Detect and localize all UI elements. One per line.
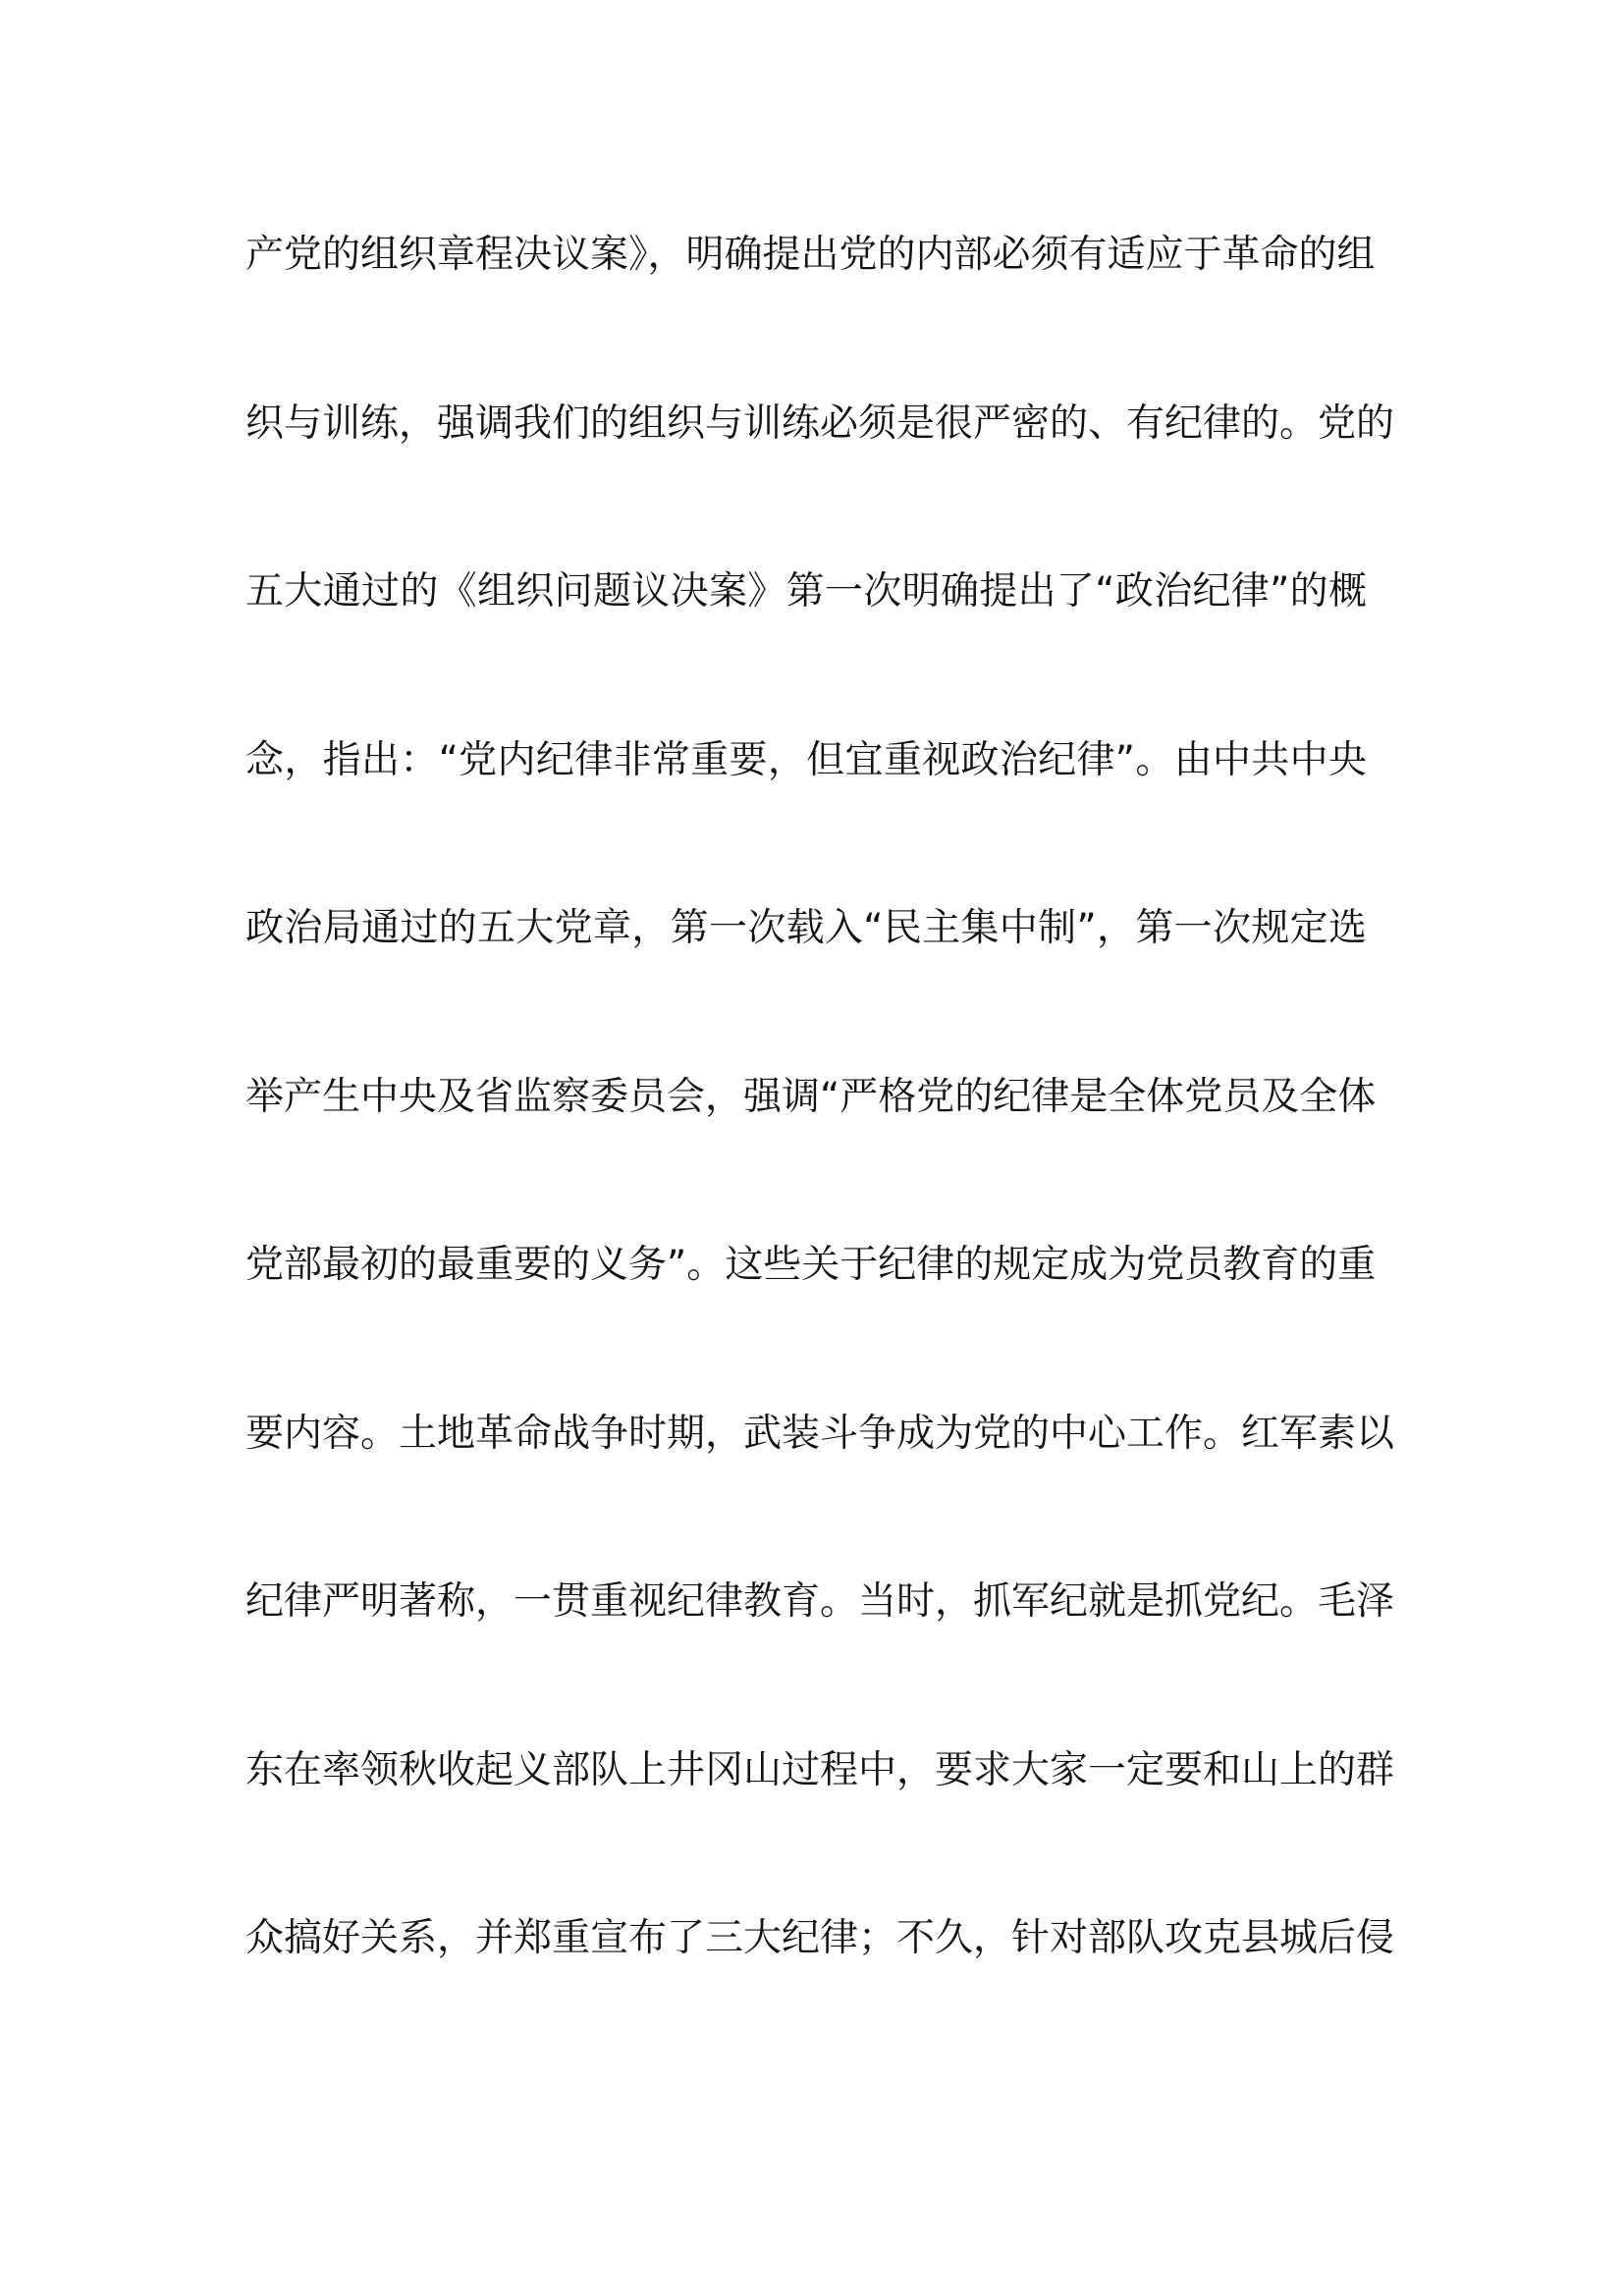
text-line [245, 1236, 1377, 1405]
text-line [245, 1741, 1395, 1910]
text-line-content: 产党的组织章程决议案》，明确提出党的内部必须有适应于革命的组 [245, 233, 1376, 277]
text-line [245, 395, 1395, 563]
text-line-content: 举产生中央及省监察委员会，强调“严格党的纪律是全体党员及全体 [245, 1074, 1377, 1119]
text-line-content: 要内容。土地革命战争时期，武装斗争成为党的中心工作。红军素以 [245, 1411, 1395, 1456]
text-line-content: 东在率领秋收起义部队上井冈山过程中，要求大家一定要和山上的群 [245, 1747, 1395, 1792]
text-line [245, 899, 1367, 1068]
text-line-content: 五大通过的《组织问题议决案》第一次明确提出了“政治纪律”的概 [245, 569, 1367, 614]
text-line [245, 1573, 1395, 1741]
text-line [245, 1068, 1377, 1237]
text-line-content: 念，指出：“党内纪律非常重要，但宜重视政治纪律”。由中共中央 [245, 737, 1367, 782]
text-line [245, 1405, 1395, 1574]
text-line [245, 1909, 1395, 2078]
text-line-content: 织与训练，强调我们的组织与训练必须是很严密的、有纪律的。党的 [245, 400, 1395, 446]
text-line [245, 731, 1367, 900]
text-line-content: 纪律严明著称，一贯重视纪律教育。当时，抓军纪就是抓党纪。毛泽 [245, 1579, 1395, 1624]
text-line-content: 党部最初的最重要的义务”。这些关于纪律的规定成为党员教育的重 [245, 1243, 1377, 1287]
text-line [245, 226, 1376, 395]
text-line-content: 政治局通过的五大党章，第一次载入“民主集中制”，第一次规定选 [245, 906, 1367, 950]
text-line-content: 众搞好关系，并郑重宣布了三大纪律；不久，针对部队攻克县城后侵 [245, 1916, 1395, 1960]
text-line [245, 562, 1367, 731]
body-text [245, 226, 1395, 2078]
